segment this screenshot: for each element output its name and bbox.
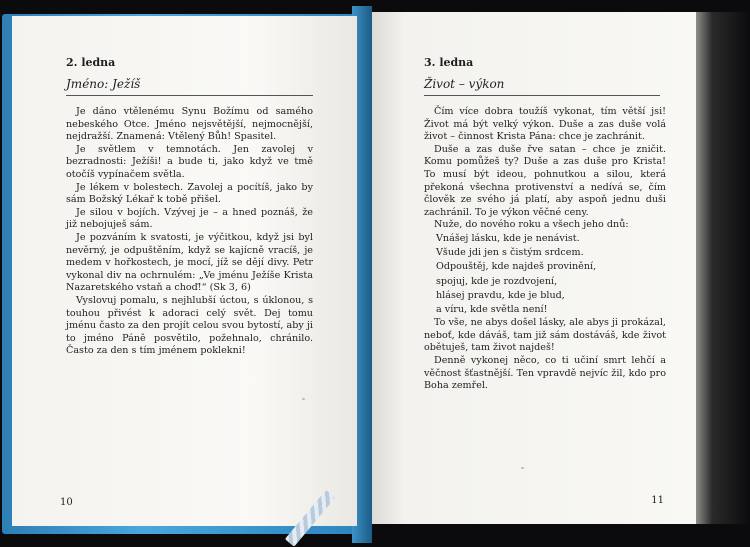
poem-line: Všude jdi jen s čistým srdcem. [436, 247, 584, 259]
paragraph: Denně vykonej něco, co ti učiní smrt lehčí a věčnost šťastnější. Ten vpravdě nejvíc žil, kdo pro Boha zemřel. [424, 354, 666, 392]
poem-line: Vnášej lásku, kde je nenávist. [436, 232, 580, 244]
right-page-body [424, 106, 666, 393]
left-page [12, 16, 357, 526]
poem-line: spojuj, kde je rozdvojení, [436, 275, 558, 287]
poem-line: hlásej pravdu, kde je blud, [436, 289, 565, 301]
right-page-title: Život – výkon [424, 77, 660, 96]
paragraph: Nuže, do nového roku a všech jeho dnů: [434, 219, 629, 231]
paragraph: Vyslovuj pomalu, s nejhlubší úctou, s úklonou, s touhou přivést k adoraci celý svět. Dej tomu jménu často za den projít celou svou bytostí, aby ji to jméno Páně posvětilo, požehnalo, chránilo. Často za den s tím jménem poklekni! [66, 294, 313, 357]
left-page-number: 10 [60, 497, 73, 508]
left-page-date: 2. ledna [66, 56, 116, 69]
paragraph: Je světlem v temnotách. Jen zavolej v bezradnosti: Ježíši! a bude ti, jako když ve tmě otočíš vypínačem světla. [66, 143, 313, 180]
page-edge-shadow [696, 12, 750, 524]
poem-line: a víru, kde světla není! [436, 303, 548, 315]
paragraph: Je dáno vtělenému Synu Božímu od samého nebeského Otce. Jméno nejsvětější, nejmocnější, nejdražší. Znamená: Vtělený Bůh! Spasitel. [66, 106, 313, 143]
paragraph: Je silou v bojích. Vzývej je – a hned poznáš, že již nebojuješ sám. [66, 206, 313, 231]
left-page-title: Jméno: Ježíš [66, 77, 313, 96]
paragraph: To vše, ne abys došel lásky, ale abys ji prokázal, neboť, kde dáváš, tam již sám dostáváš, kde život obětuješ, tam život najdeš! [424, 317, 666, 354]
right-page-date: 3. ledna [424, 56, 474, 69]
paragraph: Je pozváním k svatosti, je výčitkou, když jsi byl nevěrný, je odpuštěním, když se kajícně vracíš, je medem v hořkostech, je mocí, jíž se dějí divy. Petr vykonal div na ochrnulém: „Ve jménu Ježíše Krista Nazaretského vstaň a choď!“ (Sk 3, 6) [66, 231, 313, 294]
paper-speck [521, 467, 524, 469]
poem [424, 232, 666, 317]
paragraph: Je lékem v bolestech. Zavolej a pocítíš, jako by sám Božský Lékař k tobě přišel. [66, 181, 313, 206]
paper-speck [302, 398, 305, 400]
paragraph: Duše a zas duše řve satan – chce je zničit. Komu pomůžeš ty? Duše a zas duše pro Krista! To musí být ideou, pohnutkou a silou, která překoná všechna protivenství a nedívá se, čím člověk ze svého já platí, aby aspoň jednu duši zachránil. To je výkon věčné ceny. [424, 143, 666, 218]
paragraph: Čím více dobra toužíš vykonat, tím větší jsi! Život má být velký výkon. Duše a zas duše volá život – činnost Krista Pána: chce je zachránit. [424, 106, 666, 143]
right-page-number: 11 [651, 495, 664, 506]
right-page [372, 12, 696, 524]
left-page-body [66, 106, 313, 358]
poem-line: Odpouštěj, kde najdeš provinění, [436, 261, 597, 273]
